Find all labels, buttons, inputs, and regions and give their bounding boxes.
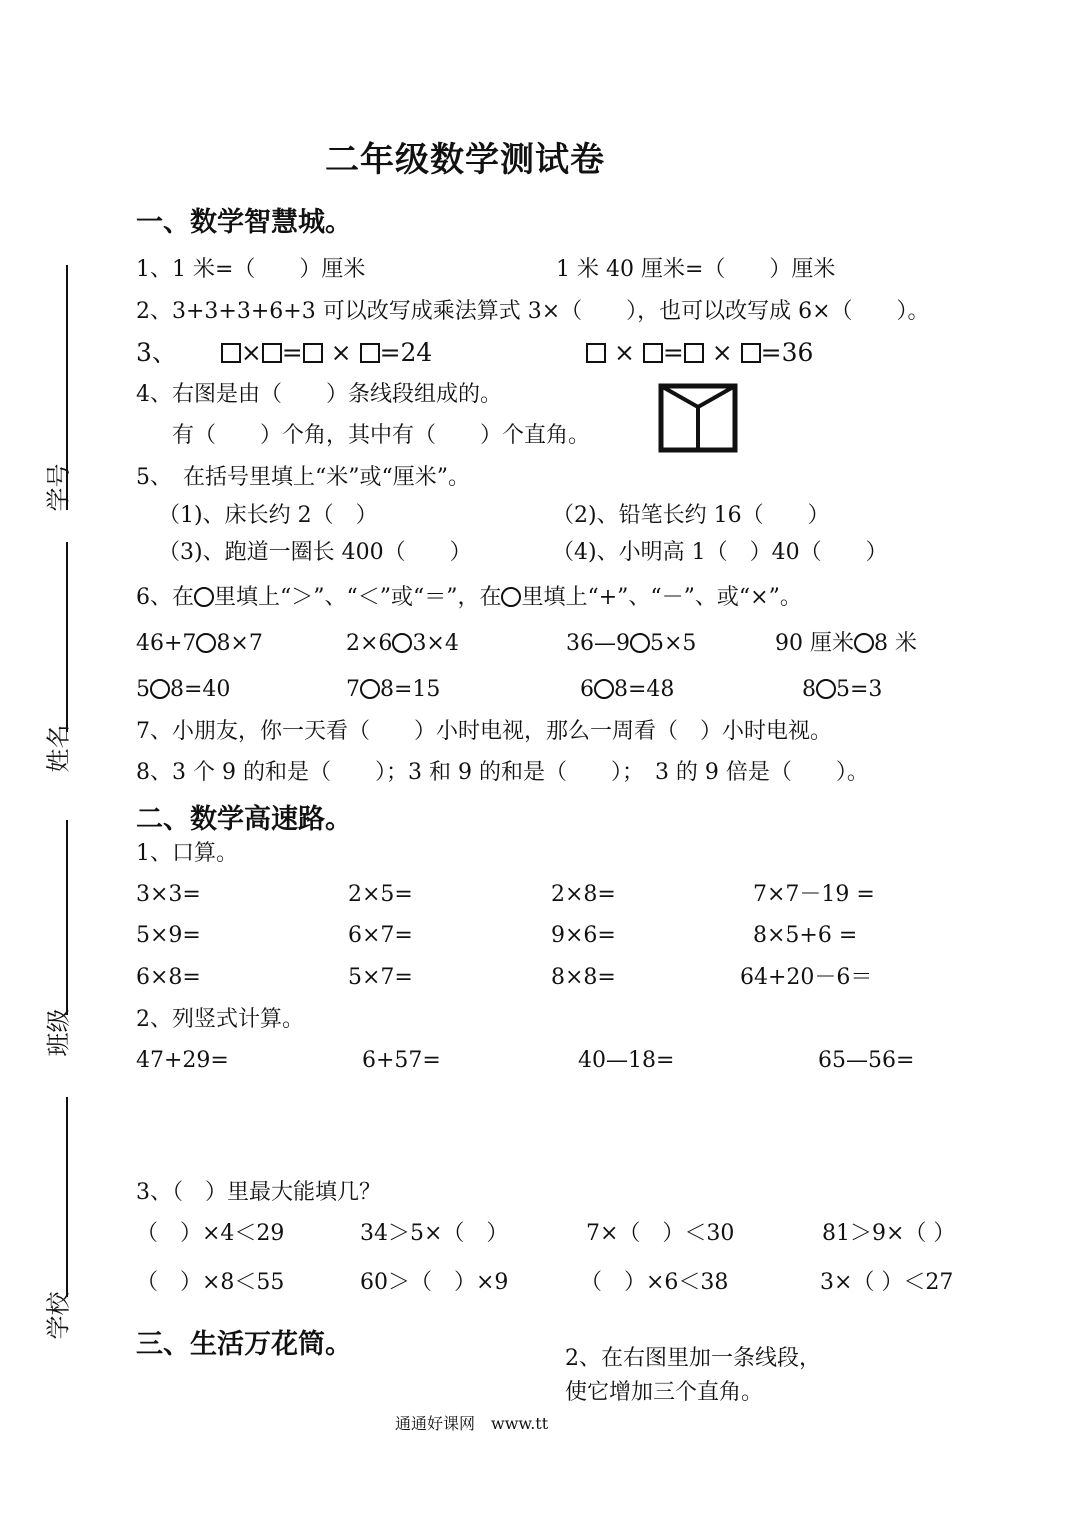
q6-left: 8 — [802, 677, 816, 702]
q6-part-c: 里填上“+”、“－”、或“×”。 — [521, 585, 802, 610]
q7-text: 7、小朋友，你一天看（ ）小时电视，那么一周看（ ）小时电视。 — [136, 719, 832, 744]
q3-number: 3、 — [136, 338, 177, 367]
q6-left: 46+7 — [136, 631, 197, 656]
name-label: 姓名 — [44, 724, 73, 773]
q4-line-b: 有（ ）个角，其中有（ ）个直角。 — [172, 423, 591, 448]
q6-r1-c2 — [346, 631, 459, 657]
oral-r2-c4: 8×5+6 = — [753, 923, 858, 948]
q6-left: 36—9 — [566, 631, 630, 656]
q6-right: 8=15 — [380, 677, 441, 702]
q3a-op2: × — [330, 338, 352, 367]
vertical-c1: 47+29= — [136, 1048, 229, 1073]
circle-blank — [194, 587, 214, 607]
q6-right: 5×5 — [650, 631, 697, 656]
q1-part-b: 1 米 40 厘米=（ ）厘米 — [556, 257, 836, 282]
fill-r2-c1: （ ）×8＜55 — [136, 1270, 285, 1295]
q5-text: 5、 在括号里填上“米”或“厘米”。 — [136, 465, 470, 490]
max-fill-title: 3、（ ）里最大能填几？ — [136, 1180, 381, 1205]
section-1-heading: 一、数学智慧城。 — [136, 207, 352, 238]
circle-blank — [854, 633, 874, 653]
circle-blank — [360, 679, 380, 699]
oral-r1-c3: 2×8= — [551, 882, 616, 907]
oral-r1-c1: 3×3= — [136, 882, 201, 907]
vertical-c3: 40—18= — [578, 1048, 675, 1073]
q6-part-b: 里填上“＞”、“＜”或“＝”，在 — [214, 585, 502, 610]
fill-r1-c3: 7×（ ）＜30 — [586, 1221, 735, 1246]
q6-left: 90 厘米 — [775, 631, 854, 656]
q3b-result: =36 — [760, 338, 814, 367]
blank-box — [303, 343, 323, 363]
oral-r3-c1: 6×8= — [136, 965, 201, 990]
q6-right: 8×7 — [216, 631, 263, 656]
q6-r1-c3 — [566, 631, 696, 657]
sec3-q2-line-a: 2、在右图里加一条线段， — [565, 1346, 821, 1371]
q6-left: 7 — [346, 677, 360, 702]
school-label: 学校 — [44, 1291, 73, 1340]
circle-blank — [196, 633, 216, 653]
fill-r1-c4: 81＞9×（ ） — [822, 1221, 956, 1246]
q6-right: 8=48 — [614, 677, 675, 702]
side-line-2 — [66, 542, 68, 732]
oral-r2-c2: 6×7= — [348, 923, 413, 948]
q8-text: 8、3 个 9 的和是（ ）；3 和 9 的和是（ ）； 3 的 9 倍是（ ）。 — [136, 760, 869, 785]
blank-box — [643, 343, 663, 363]
oral-r1-c4: 7×7－19 = — [753, 882, 875, 907]
blank-box — [586, 343, 606, 363]
q3b-op1: × — [613, 338, 635, 367]
q6-part-a: 6、在 — [136, 585, 194, 610]
q2-text: 2、3+3+3+6+3 可以改写成乘法算式 3×（ ），也可以改写成 6×（ ）。 — [136, 299, 930, 324]
q3a-result: =24 — [379, 338, 433, 367]
q6-right: 5=3 — [836, 677, 883, 702]
q6-r2-c1 — [136, 677, 230, 703]
q3a-eq1: = — [281, 338, 303, 367]
q4-line-a: 4、右图是由（ ）条线段组成的。 — [136, 382, 502, 407]
oral-r3-c4: 64+20－6＝ — [740, 965, 873, 990]
q5-item-3: （3)、跑道一圈长 400（ ） — [158, 540, 472, 565]
vertical-c4: 65—56= — [818, 1048, 915, 1073]
side-line-3 — [66, 820, 68, 1015]
circle-blank — [150, 679, 170, 699]
vertical-calc-title: 2、列竖式计算。 — [136, 1007, 304, 1032]
oral-r2-c3: 9×6= — [551, 923, 616, 948]
q6-r2-c3 — [580, 677, 674, 703]
vertical-c2: 6+57= — [362, 1048, 441, 1073]
q6-text — [136, 585, 802, 611]
q6-r1-c4 — [775, 631, 917, 657]
section-3-heading: 三、生活万花筒。 — [136, 1329, 352, 1360]
line-segment-figure — [658, 383, 738, 453]
q5-item-1: （1)、床长约 2（ ） — [158, 503, 378, 528]
section-2-heading: 二、数学高速路。 — [136, 804, 352, 835]
oral-r2-c1: 5×9= — [136, 923, 201, 948]
circle-blank — [501, 587, 521, 607]
q6-r1-c1 — [136, 631, 263, 657]
q5-item-2: （2)、铅笔长约 16（ ） — [552, 503, 830, 528]
blank-box — [221, 343, 241, 363]
circle-blank — [392, 633, 412, 653]
q6-left: 5 — [136, 677, 150, 702]
q6-right: 8=40 — [170, 677, 231, 702]
footer-watermark: 通通好课网 www.tt — [395, 1414, 549, 1433]
q3b-op2: × — [711, 338, 733, 367]
oral-calc-title: 1、口算。 — [136, 841, 238, 866]
q3a-op1: × — [240, 338, 262, 367]
q6-left: 6 — [580, 677, 594, 702]
blank-box — [262, 343, 282, 363]
fill-r1-c2: 34＞5×（ ） — [360, 1221, 509, 1246]
page-title: 二年级数学测试卷 — [325, 140, 605, 180]
oral-r3-c3: 8×8= — [551, 965, 616, 990]
fill-r2-c3: （ ）×6＜38 — [580, 1270, 729, 1295]
q6-r2-c4 — [802, 677, 882, 703]
circle-blank — [630, 633, 650, 653]
oral-r1-c2: 2×5= — [348, 882, 413, 907]
blank-box — [684, 343, 704, 363]
side-line-4 — [66, 1097, 68, 1297]
blank-box — [741, 343, 761, 363]
student-id-label: 学号 — [44, 463, 73, 512]
q6-r2-c2 — [346, 677, 440, 703]
q5-item-4: （4)、小明高 1（ ）40（ ） — [552, 540, 888, 565]
q6-left: 2×6 — [346, 631, 393, 656]
fill-r2-c4: 3×（ ）＜27 — [820, 1270, 954, 1295]
class-label: 班级 — [44, 1008, 73, 1057]
q3-row-b — [586, 339, 813, 367]
q1-part-a: 1、1 米=（ ）厘米 — [136, 257, 366, 282]
circle-blank — [816, 679, 836, 699]
q6-right: 3×4 — [412, 631, 459, 656]
oral-r3-c2: 5×7= — [348, 965, 413, 990]
q3-row — [136, 339, 432, 367]
blank-box — [360, 343, 380, 363]
circle-blank — [594, 679, 614, 699]
q3b-eq1: = — [662, 338, 684, 367]
fill-r2-c2: 60＞（ ）×9 — [360, 1270, 509, 1295]
q6-right: 8 米 — [874, 631, 917, 656]
sec3-q2-line-b: 使它增加三个直角。 — [565, 1380, 764, 1405]
fill-r1-c1: （ ）×4＜29 — [136, 1221, 285, 1246]
